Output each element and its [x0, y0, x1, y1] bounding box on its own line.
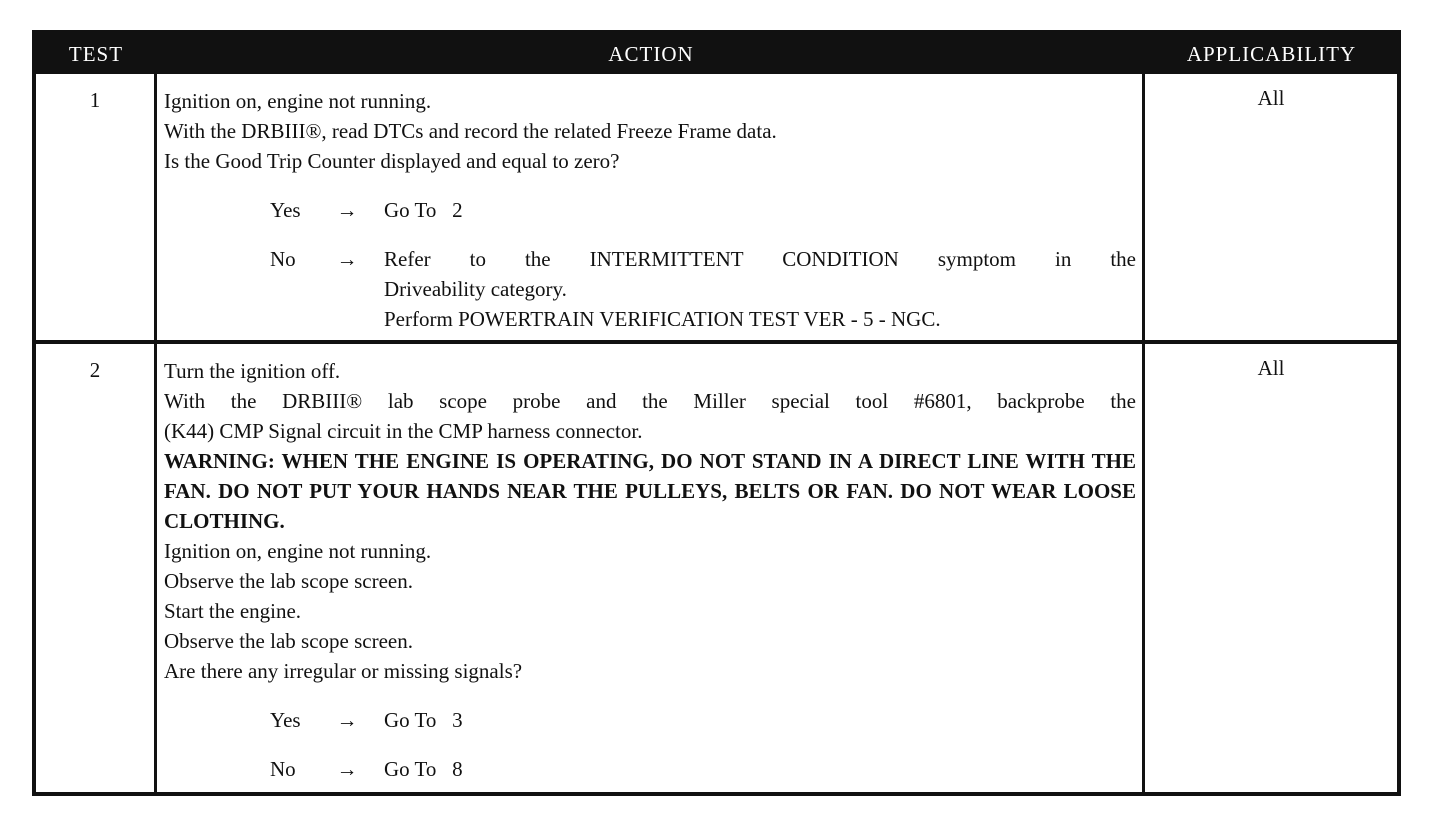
action-line: Start the engine.: [164, 599, 302, 623]
action-line: Ignition on, engine not running.: [164, 539, 432, 563]
action-line: Is the Good Trip Counter displayed and equal to zero?: [164, 149, 620, 173]
action-line: Observe the lab scope screen.: [164, 629, 413, 653]
action-line: Turn the ignition off.: [164, 359, 341, 383]
no-result: Go To 8: [384, 757, 463, 781]
no-label: No: [270, 247, 296, 271]
arrow-right-icon: →: [336, 757, 358, 781]
action-line: Ignition on, engine not running.: [164, 89, 432, 113]
header-action: ACTION: [608, 42, 694, 66]
action-line: Are there any irregular or missing signals?: [164, 659, 523, 683]
test-number: 2: [89, 358, 101, 382]
applicability-value: All: [1257, 86, 1285, 110]
action-line: With the DRBIII® lab scope probe and the Miller special tool #6801, backprobe the: [164, 389, 1136, 413]
arrow-right-icon: →: [336, 198, 358, 222]
arrow-right-icon: →: [336, 247, 358, 271]
action-line: With the DRBIII®, read DTCs and record the related Freeze Frame data.: [164, 119, 777, 143]
action-line: (K44) CMP Signal circuit in the CMP harness connector.: [164, 419, 643, 443]
header-test: TEST: [68, 42, 124, 66]
yes-result: Go To 3: [384, 708, 463, 732]
no-result-line: Perform POWERTRAIN VERIFICATION TEST VER - 5 - NGC.: [384, 307, 941, 331]
no-result-line: Refer to the INTERMITTENT CONDITION symptom in the: [384, 247, 1136, 271]
test-number: 1: [89, 88, 101, 112]
diagnostic-test-table: [32, 30, 1401, 796]
header-applicability: APPLICABILITY: [1186, 42, 1357, 66]
yes-label: Yes: [270, 198, 301, 222]
table-row: [36, 344, 1397, 796]
table-row: [36, 74, 1397, 340]
yes-result: Go To 2: [384, 198, 463, 222]
yes-label: Yes: [270, 708, 301, 732]
yes-branch: [270, 705, 1136, 735]
table-header-row: [36, 34, 1397, 74]
yes-branch: [270, 195, 1136, 225]
no-label: No: [270, 757, 296, 781]
action-cell: [164, 356, 1136, 784]
arrow-right-icon: →: [336, 708, 358, 732]
warning-text: WARNING: WHEN THE ENGINE IS OPERATING, DO NOT STAND IN A DIRECT LINE WITH THE FAN. DO NOT PUT YOUR HANDS NEAR THE PULLEYS, BELTS OR FAN. DO NOT WEAR LOOSE CLOTHING.: [164, 449, 1136, 533]
action-line: Observe the lab scope screen.: [164, 569, 413, 593]
no-branch: [270, 244, 1136, 334]
action-cell: [164, 86, 1136, 334]
no-branch: [270, 754, 1136, 784]
applicability-value: All: [1257, 356, 1285, 380]
no-result-line: Driveability category.: [384, 277, 567, 301]
